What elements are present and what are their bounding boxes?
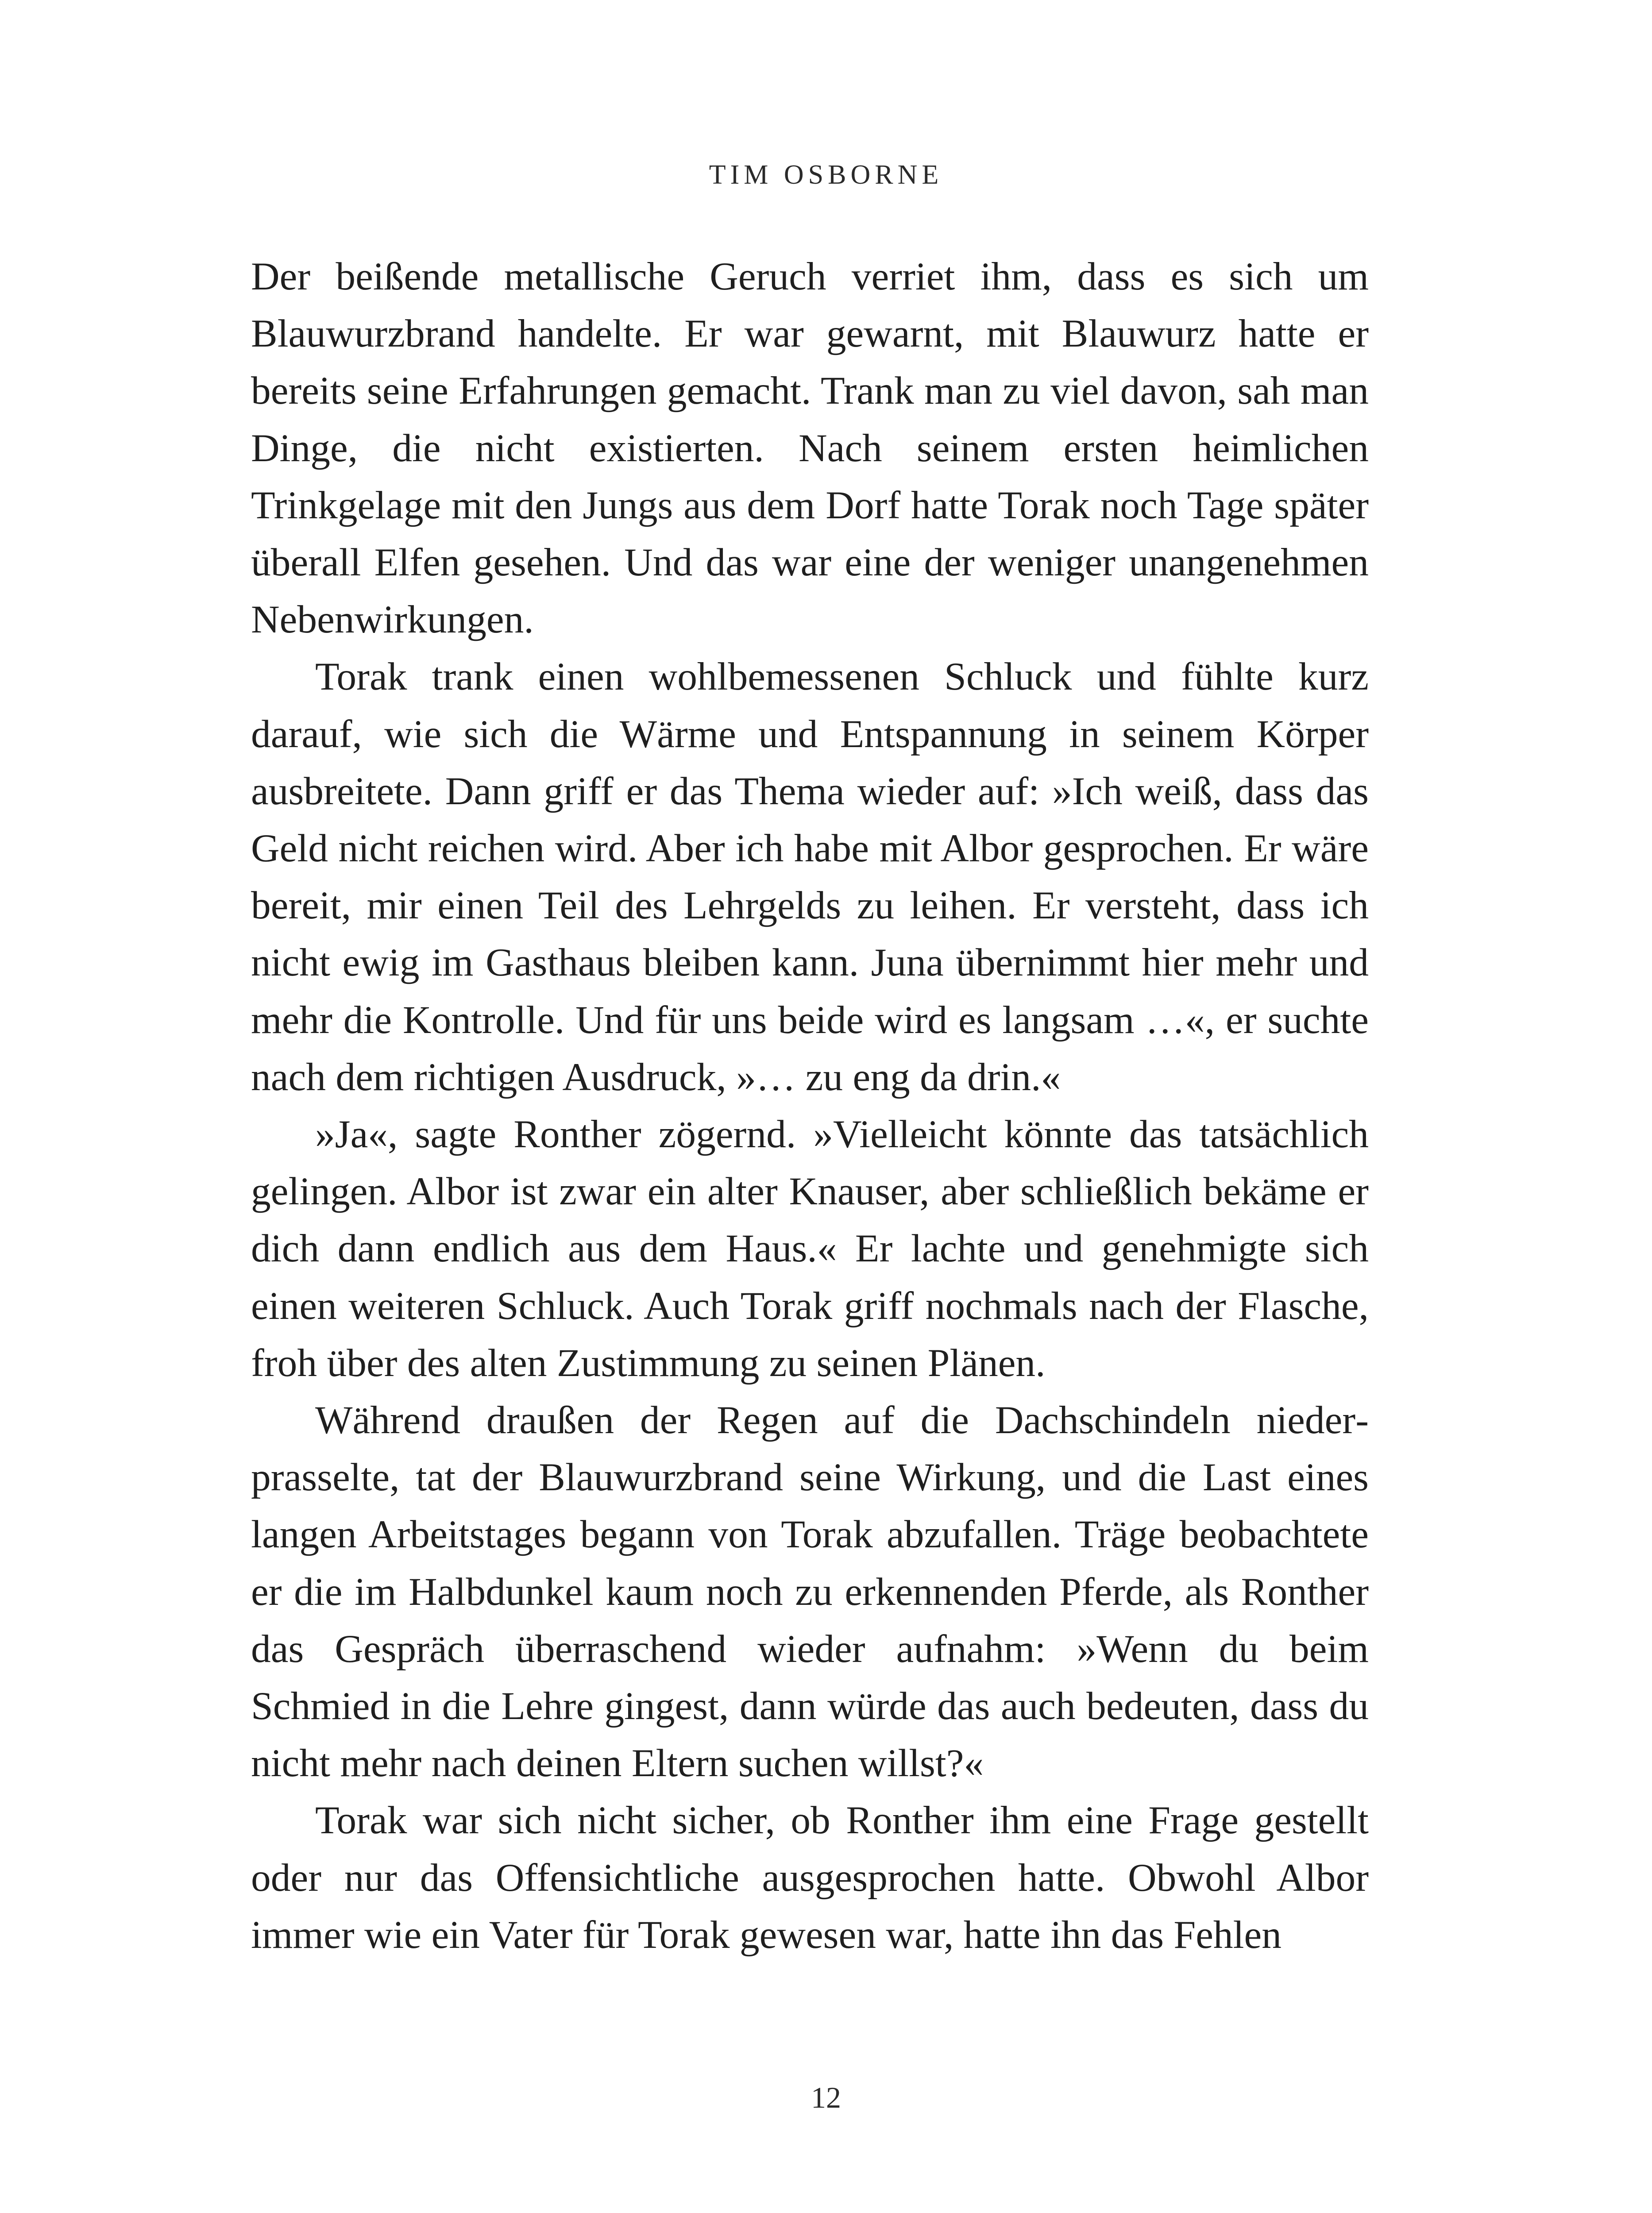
body-text	[251, 248, 1369, 1963]
page-number: 12	[811, 2081, 841, 2114]
running-head: TIM OSBORNE	[709, 160, 943, 190]
paragraph: Torak war sich nicht sicher, ob Ronther ihm eine Frage gestellt oder nur das Offensichtliche ausgesprochen hatte. Obwohl Albor immer wie ein Vater für Torak gewesen war, hatte ihn das Fehlen	[251, 1798, 1369, 1957]
paragraph: Der beißende metallische Geruch verriet ihm, dass es sich um Blauwurzbrand handelte. Er war gewarnt, mit Blauwurz hatte er bereits seine Erfahrungen gemacht. Trank man zu viel davon, sah man Dinge, die nicht existierten. Nach seinem ersten heimlichen Trinkgelage mit den Jungs aus dem Dorf hatte Torak noch Tage später überall Elfen gesehen. Und das war eine der weniger unangenehmen Nebenwirkungen.	[251, 254, 1369, 642]
paragraph: Während draußen der Regen auf die Dachschindeln niederprasselte, tat der Blauwurzbrand seine Wirkung, und die Last eines langen Arbeitstages begann von Torak abzufallen. Träge beobachtete er die im Halbdunkel kaum noch zu erkennenden Pferde, als Ronther das Gespräch überraschend wieder aufnahm: »Wenn du beim Schmied in die Lehre gingest, dann würde das auch bedeuten, dass du nicht mehr nach deinen Eltern suchen willst?«	[251, 1398, 1369, 1785]
paragraph: Torak trank einen wohlbemessenen Schluck und fühlte kurz darauf, wie sich die Wärme und Entspannung in seinem Körper ausbreitete. Dann griff er das Thema wieder auf: »Ich weiß, dass das Geld nicht reichen wird. Aber ich habe mit Albor gesprochen. Er wäre bereit, mir einen Teil des Lehrgelds zu leihen. Er versteht, dass ich nicht ewig im Gasthaus bleiben kann. Juna übernimmt hier mehr und mehr die Kontrolle. Und für uns beide wird es langsam …«, er suchte nach dem richtigen Ausdruck, »… zu eng da drin.«	[251, 655, 1369, 1099]
paragraph: »Ja«, sagte Ronther zögernd. »Vielleicht könnte das tatsächlich gelingen. Albor ist zwar ein alter Knauser, aber schließlich bekäme er dich dann endlich aus dem Haus.« Er lachte und genehmigte sich einen weiteren Schluck. Auch Torak griff nochmals nach der Flasche, froh über des alten Zustimmung zu seinen Plänen.	[251, 1112, 1369, 1385]
